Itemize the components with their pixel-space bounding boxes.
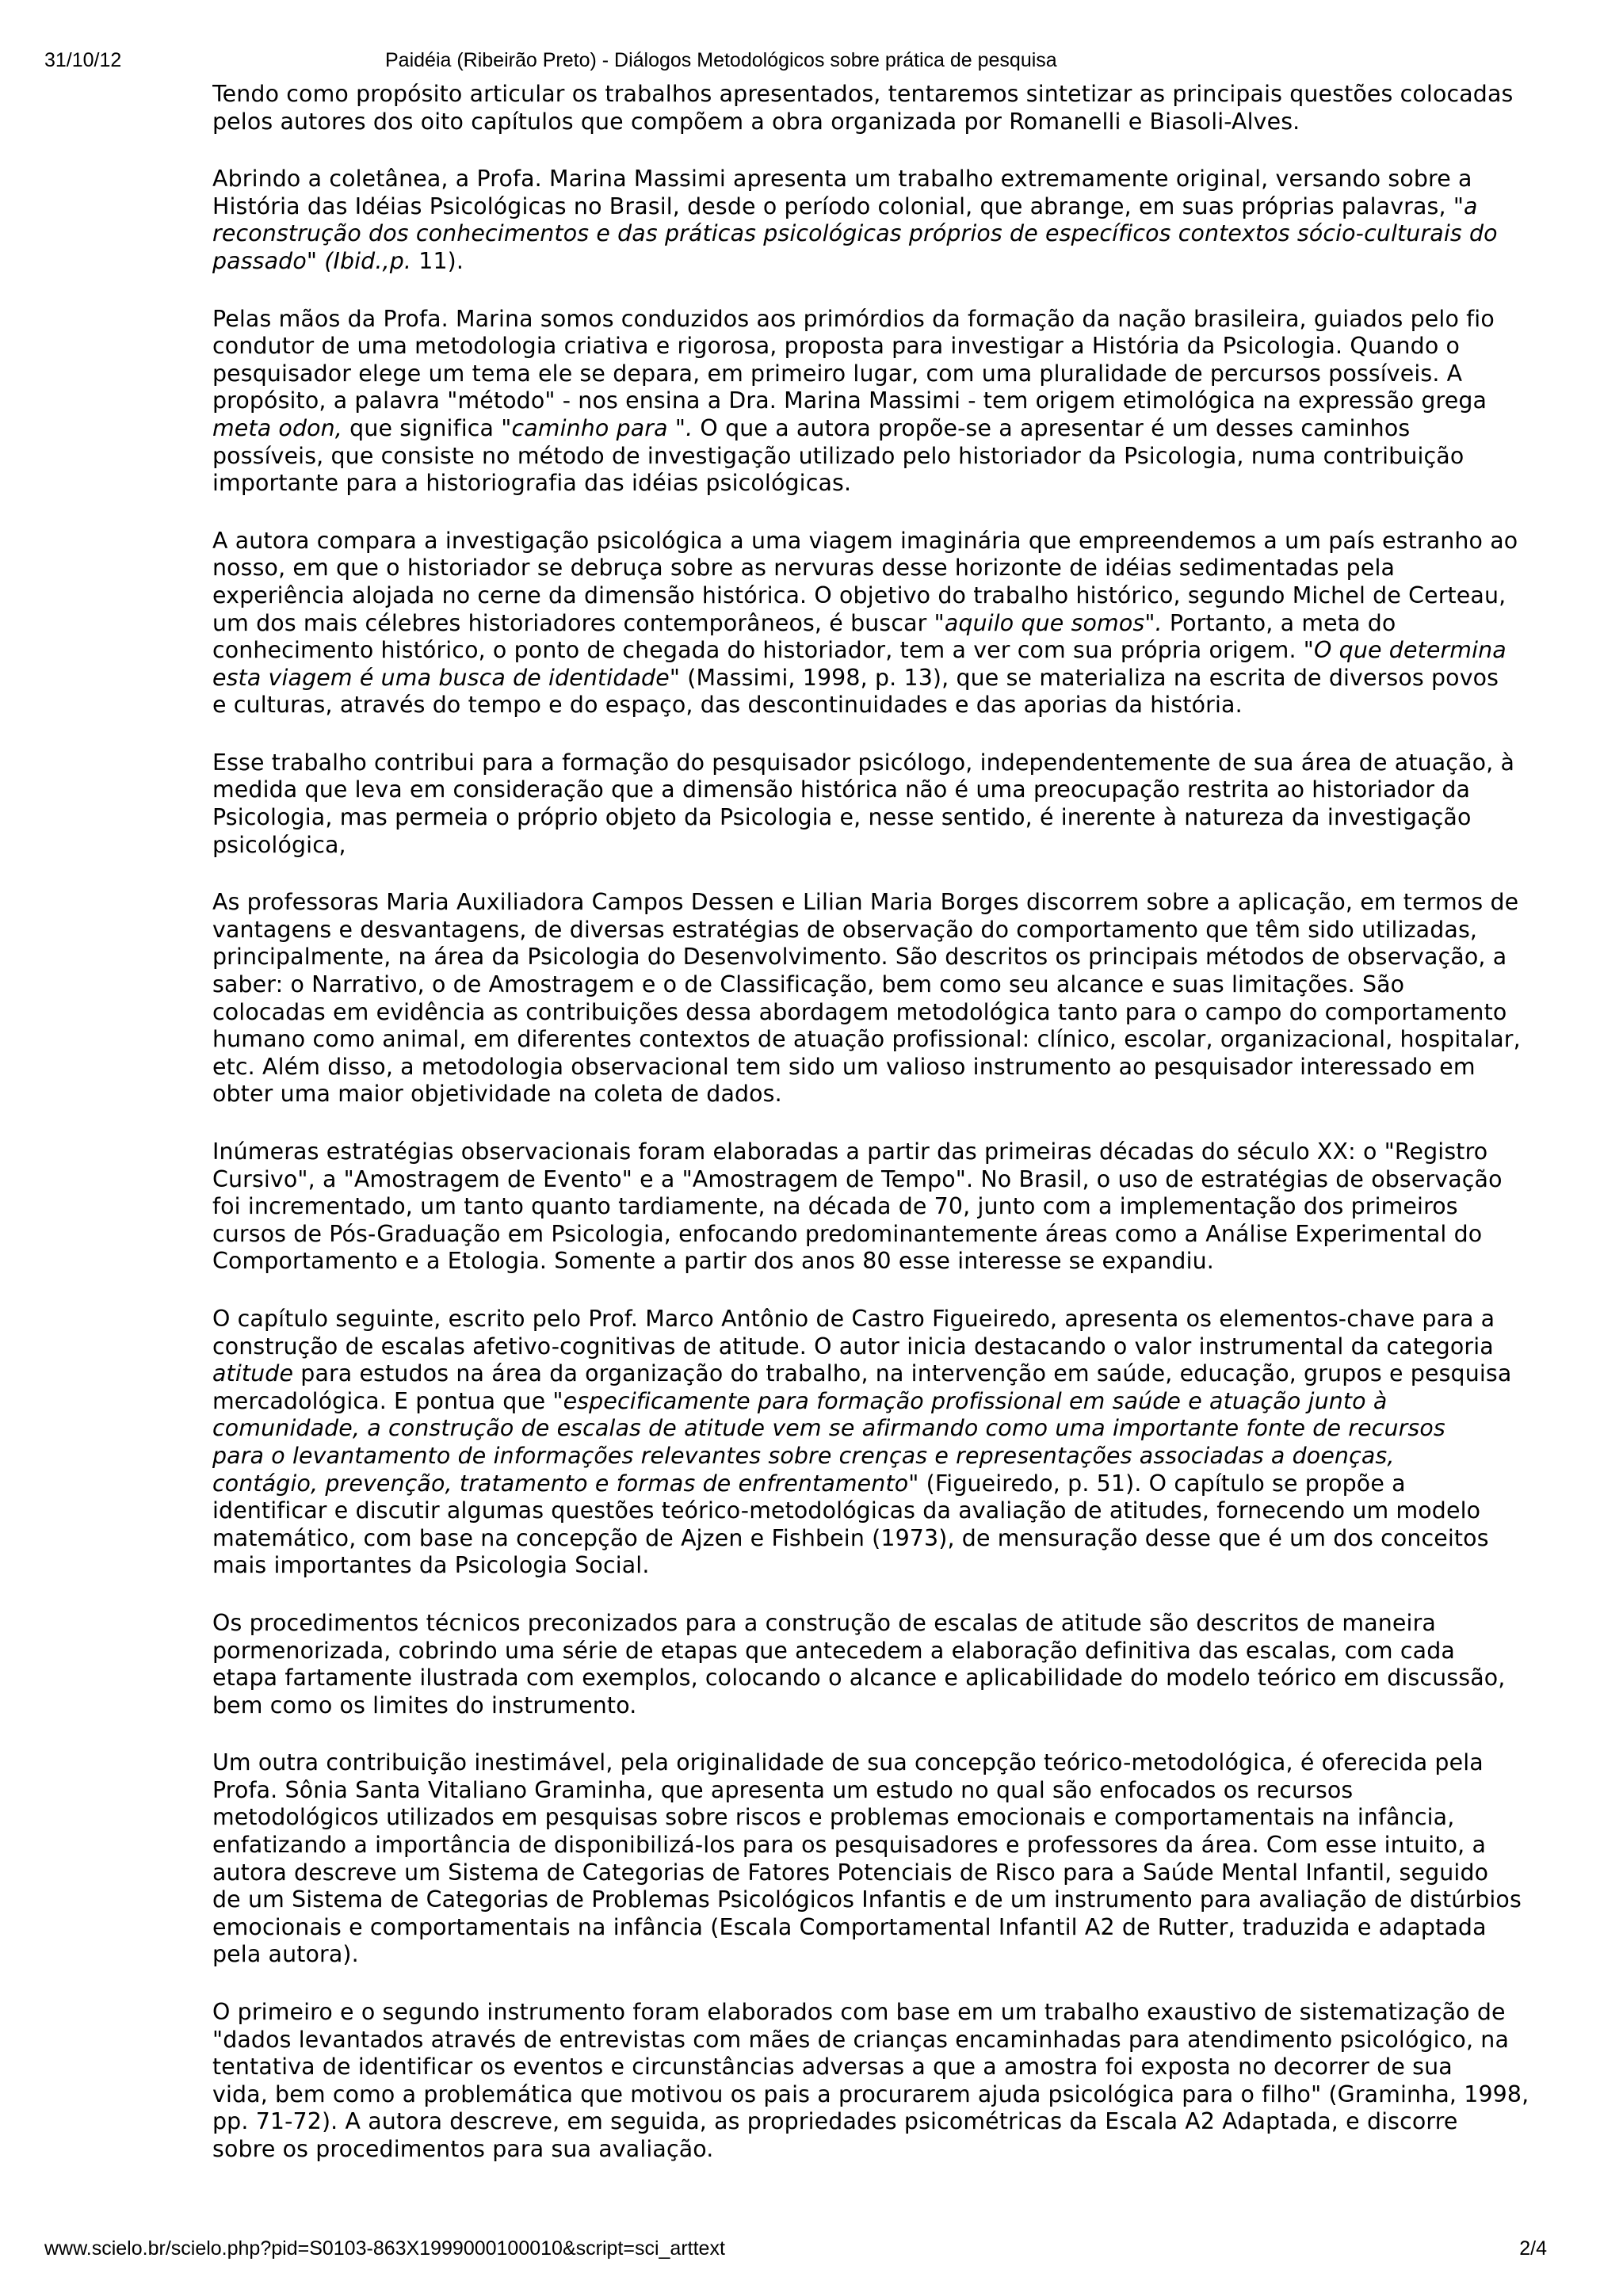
text-line — [212, 81, 1563, 109]
text-run: Pelas mãos da Profa. Marina somos conduzidos aos primórdios da formação da nação brasileira, guiados pelo fio — [212, 305, 1495, 332]
text-line — [212, 555, 1563, 582]
text-run: importante para a historiografia das idéias psicológicas. — [212, 470, 852, 497]
text-line — [212, 1914, 1563, 1942]
text-run: (Figueiredo, p. 51). O capítulo se propõe a — [918, 1470, 1406, 1497]
text-run: condutor de uma metodologia criativa e rigorosa, proposta para investigar a História da Psicologia. Quando o — [212, 333, 1461, 360]
text-run: e culturas, através do tempo e do espaço, das descontinuidades e das aporias da história. — [212, 692, 1243, 719]
text-run: Os procedimentos técnicos preconizados para a construção de escalas de atitude são descritos de maneira — [212, 1609, 1436, 1636]
text-line — [212, 109, 1563, 136]
text-line — [212, 582, 1563, 610]
text-line — [212, 443, 1563, 471]
article-paragraph — [212, 889, 1563, 1108]
article-paragraph — [212, 1999, 1563, 2164]
text-run: um dos mais célebres historiadores contemporâneos, é buscar — [212, 609, 934, 636]
text-run: Esse trabalho contribui para a formação do pesquisador psicólogo, independentemente de sua área de atuação, à — [212, 749, 1515, 776]
text-run: foi incrementado, um tanto quanto tardiamente, na década de 70, junto com a implementação dos primeiros — [212, 1193, 1458, 1220]
text-line — [212, 1497, 1563, 1525]
text-line — [212, 692, 1563, 719]
text-run: matemático, com base na concepção de Ajzen e Fishbein (1973), de mensuração desse que é um dos conceitos — [212, 1524, 1489, 1551]
text-line — [212, 1859, 1563, 1887]
text-run: metodológicos utilizados em pesquisas sobre riscos e problemas emocionais e comportamentais na infância, — [212, 1804, 1455, 1831]
page-url: www.scielo.br/scielo.php?pid=S0103-863X1999000100010&script=sci_arttext — [44, 2237, 725, 2260]
text-run: que significa — [342, 414, 502, 441]
page-title: Paidéia (Ribeirão Preto) - Diálogos Metodológicos sobre prática de pesquisa — [385, 49, 1057, 71]
text-line — [212, 610, 1563, 638]
text-line — [212, 1026, 1563, 1054]
text-line — [212, 917, 1563, 944]
text-run: O primeiro e o segundo instrumento foram elaborados com base em um trabalho exaustivo de sistematização de — [212, 1999, 1506, 2026]
text-run: mercadológica. E pontua que — [212, 1387, 553, 1414]
text-run: etc. Além disso, a metodologia observacional tem sido um valioso instrumento ao pesquisador interessado em — [212, 1053, 1476, 1080]
text-run: O que a autora propõe-se a apresentar é um desses caminhos — [693, 414, 1411, 441]
article-paragraph — [212, 528, 1563, 719]
article-paragraph — [212, 749, 1563, 859]
text-run: propósito, a palavra "método" - nos ensina a Dra. Marina Massimi - tem origem etimológica na expressão grega — [212, 387, 1487, 414]
italic-text: "a — [1453, 193, 1478, 219]
text-line — [212, 1054, 1563, 1081]
text-line — [212, 1999, 1563, 2027]
italic-text: "especificamente para formação profissional em saúde e atuação junto à — [552, 1387, 1388, 1414]
text-line — [212, 220, 1563, 248]
text-run: vida, bem como a problemática que motivou os pais a procurarem ajuda psicológica para o filho" (Graminha, 1998, — [212, 2081, 1529, 2107]
text-line — [212, 776, 1563, 804]
text-line — [212, 2136, 1563, 2164]
text-line — [212, 637, 1563, 665]
text-run: Inúmeras estratégias observacionais foram elaboradas a partir das primeiras décadas do século XX: o "Registro — [212, 1138, 1488, 1165]
article-paragraph — [212, 1610, 1563, 1719]
text-line — [212, 1941, 1563, 1969]
text-run: medida que leva em consideração que a dimensão histórica não é uma preocupação restrita ao historiador da — [212, 776, 1471, 803]
text-run: pelos autores dos oito capítulos que compõem a obra organizada por Romanelli e Biasoli-Alves. — [212, 108, 1300, 135]
text-run: principalmente, na área da Psicologia do Desenvolvimento. São descritos os principais métodos de observação, a — [212, 944, 1507, 971]
text-run: colocadas em evidência as contribuições dessa abordagem metodológica tanto para o campo do comportamento — [212, 998, 1507, 1025]
italic-text: contágio, prevenção, tratamento e formas de enfrentamento" — [212, 1470, 919, 1497]
text-line — [212, 333, 1563, 360]
text-run: cursos de Pós-Graduação em Psicologia, enfocando predominantemente áreas como a Análise Experimental do — [212, 1220, 1483, 1247]
text-run: As professoras Maria Auxiliadora Campos Dessen e Lilian Maria Borges discorrem sobre a aplicação, em termos de — [212, 889, 1519, 916]
article-paragraph — [212, 1306, 1563, 1580]
text-run: sobre os procedimentos para sua avaliação. — [212, 2136, 714, 2162]
italic-text: "O que determina — [1303, 637, 1507, 664]
text-run: Cursivo", a "Amostragem de Evento" e a "Amostragem de Tempo". No Brasil, o uso de estratégias de observação — [212, 1165, 1503, 1192]
text-line — [212, 1638, 1563, 1665]
text-line — [212, 1415, 1563, 1443]
article-paragraph — [212, 1749, 1563, 1969]
text-run: "dados levantados através de entrevistas com mães de crianças encaminhadas para atendimento psicológico, na — [212, 2026, 1509, 2053]
article-paragraph — [212, 306, 1563, 498]
text-line — [212, 1388, 1563, 1416]
text-line — [212, 1525, 1563, 1553]
print-header — [44, 44, 1579, 76]
text-run: obter uma maior objetividade na coleta de dados. — [212, 1081, 782, 1108]
text-line — [212, 2054, 1563, 2081]
text-line — [212, 415, 1563, 443]
article-paragraph — [212, 81, 1563, 135]
page-number: 2/4 — [1519, 2237, 1547, 2260]
text-line — [212, 1665, 1563, 1692]
text-run: História das Idéias Psicológicas no Brasil, desde o período colonial, que abrange, em suas próprias palavras, — [212, 193, 1453, 219]
text-run: psicológica, — [212, 831, 346, 858]
text-line — [212, 470, 1563, 498]
text-line — [212, 999, 1563, 1027]
text-line — [212, 1804, 1563, 1832]
text-run: para estudos na área da organização do trabalho, na intervenção em saúde, educação, grupos e pesquisa — [293, 1360, 1512, 1387]
text-line — [212, 387, 1563, 415]
italic-text: passado" (Ibid.,p. — [212, 247, 412, 274]
text-run: Tendo como propósito articular os trabalhos apresentados, tentaremos sintetizar as principais questões colocadas — [212, 81, 1514, 107]
text-line — [212, 971, 1563, 999]
text-line — [212, 889, 1563, 917]
text-line — [212, 1777, 1563, 1805]
text-line — [212, 1692, 1563, 1720]
article-paragraph — [212, 1138, 1563, 1276]
text-run: tentativa de identificar os eventos e circunstâncias adversas a que a amostra foi exposta no decorrer de sua — [212, 2054, 1453, 2081]
text-run: saber: o Narrativo, o de Amostragem e o de Classificação, bem como seu alcance e suas limitações. São — [212, 971, 1405, 998]
text-line — [212, 360, 1563, 388]
text-line — [212, 749, 1563, 777]
text-run: mais importantes da Psicologia Social. — [212, 1552, 650, 1579]
text-run: vantagens e desvantagens, de diversas estratégias de observação do comportamento que têm sido utilizadas, — [212, 916, 1478, 943]
italic-text: comunidade, a construção de escalas de atitude vem se afirmando como uma importante fonte de recursos — [212, 1415, 1445, 1442]
text-run: 11). — [411, 247, 464, 274]
text-line — [212, 306, 1563, 334]
text-line — [212, 166, 1563, 193]
italic-text: "caminho para ". — [501, 414, 693, 441]
article-body — [212, 81, 1563, 2220]
text-run: identificar e discutir algumas questões teórico-metodológicas da avaliação de atitudes, fornecendo um modelo — [212, 1497, 1481, 1524]
text-line — [212, 1470, 1563, 1498]
text-run: possíveis, que consiste no método de investigação utilizado pelo historiador da Psicologia, numa contribuição — [212, 442, 1465, 469]
text-line — [212, 1306, 1563, 1333]
text-line — [212, 1552, 1563, 1580]
text-line — [212, 1166, 1563, 1194]
text-line — [212, 248, 1563, 276]
text-run: Psicologia, mas permeia o próprio objeto da Psicologia e, nesse sentido, é inerente à natureza da investigação — [212, 804, 1472, 831]
text-line — [212, 193, 1563, 221]
text-run: pp. 71-72). A autora descreve, em seguida, as propriedades psicométricas da Escala A2 Adaptada, e discorre — [212, 2108, 1458, 2135]
italic-text: esta viagem é uma busca de identidade" — [212, 664, 681, 691]
text-run: enfatizando a importância de disponibilizá-los para os pesquisadores e professores da área. Com esse intuito, a — [212, 1832, 1487, 1859]
print-date: 31/10/12 — [44, 49, 122, 71]
text-line — [212, 1749, 1563, 1777]
text-run: humano como animal, em diferentes contextos de atuação profissional: clínico, escolar, organizacional, hospitalar, — [212, 1026, 1521, 1053]
text-line — [212, 1081, 1563, 1108]
text-line — [212, 1221, 1563, 1249]
text-run: (Massimi, 1998, p. 13), que se materializa na escrita de diversos povos — [680, 664, 1499, 691]
text-line — [212, 1333, 1563, 1361]
text-line — [212, 528, 1563, 555]
text-line — [212, 1193, 1563, 1221]
text-line — [212, 1248, 1563, 1276]
text-run: construção de escalas afetivo-cognitivas de atitude. O autor inicia destacando o valor instrumental da categoria — [212, 1333, 1494, 1360]
text-line — [212, 2081, 1563, 2109]
article-paragraph — [212, 166, 1563, 275]
italic-text: para o levantamento de informações relevantes sobre crenças e representações associadas a doenças, — [212, 1442, 1395, 1469]
text-run: pormenorizada, cobrindo uma série de etapas que antecedem a elaboração definitiva das escalas, com cada — [212, 1637, 1455, 1664]
text-run: pela autora). — [212, 1941, 359, 1968]
italic-text: atitude — [212, 1360, 294, 1387]
italic-text: meta odon, — [212, 414, 342, 441]
text-line — [212, 1610, 1563, 1638]
text-line — [212, 1360, 1563, 1388]
italic-text: "aquilo que somos". — [934, 609, 1163, 636]
text-line — [212, 665, 1563, 692]
text-line — [212, 2027, 1563, 2054]
text-line — [212, 944, 1563, 971]
text-run: A autora compara a investigação psicológica a uma viagem imaginária que empreendemos a um país estranho ao — [212, 527, 1518, 554]
text-line — [212, 832, 1563, 860]
text-run: experiência alojada no cerne da dimensão histórica. O objetivo do trabalho histórico, segundo Michel de Certeau, — [212, 582, 1507, 608]
italic-text: reconstrução dos conhecimentos e das práticas psicológicas próprios de específicos contextos sócio-culturais do — [212, 220, 1498, 247]
text-line — [212, 1886, 1563, 1914]
text-run: Um outra contribuição inestimável, pela originalidade de sua concepção teórico-metodológica, é oferecida pela — [212, 1749, 1484, 1776]
text-line — [212, 804, 1563, 832]
text-run: Portanto, a meta do — [1162, 609, 1396, 636]
text-run: pesquisador elege um tema ele se depara, em primeiro lugar, com uma pluralidade de percursos possíveis. A — [212, 360, 1463, 387]
text-run: O capítulo seguinte, escrito pelo Prof. Marco Antônio de Castro Figueiredo, apresenta os elementos-chave para a — [212, 1305, 1495, 1332]
text-line — [212, 1832, 1563, 1859]
text-run: autora descreve um Sistema de Categorias de Fatores Potenciais de Risco para a Saúde Mental Infantil, seguido — [212, 1859, 1489, 1886]
text-run: emocionais e comportamentais na infância (Escala Comportamental Infantil A2 de Rutter, traduzida e adaptada — [212, 1913, 1487, 1940]
text-run: conhecimento histórico, o ponto de chegada do historiador, tem a ver com sua própria origem. — [212, 637, 1304, 664]
text-run: etapa fartamente ilustrada com exemplos, colocando o alcance e aplicabilidade do modelo teórico em discussão, — [212, 1665, 1506, 1691]
text-line — [212, 1138, 1563, 1166]
text-run: Abrindo a coletânea, a Profa. Marina Massimi apresenta um trabalho extremamente original, versando sobre a — [212, 166, 1472, 193]
text-line — [212, 1443, 1563, 1470]
text-run: Comportamento e a Etologia. Somente a partir dos anos 80 esse interesse se expandiu. — [212, 1248, 1214, 1275]
text-run: Profa. Sônia Santa Vitaliano Graminha, que apresenta um estudo no qual são enfocados os recursos — [212, 1776, 1354, 1803]
text-run: de um Sistema de Categorias de Problemas Psicológicos Infantis e de um instrumento para avaliação de distúrbios — [212, 1886, 1522, 1913]
print-footer — [44, 2233, 1579, 2264]
text-line — [212, 2108, 1563, 2136]
text-run: bem como os limites do instrumento. — [212, 1691, 637, 1718]
text-run: nosso, em que o historiador se debruça sobre as nervuras desse horizonte de idéias sedimentadas pela — [212, 555, 1396, 582]
